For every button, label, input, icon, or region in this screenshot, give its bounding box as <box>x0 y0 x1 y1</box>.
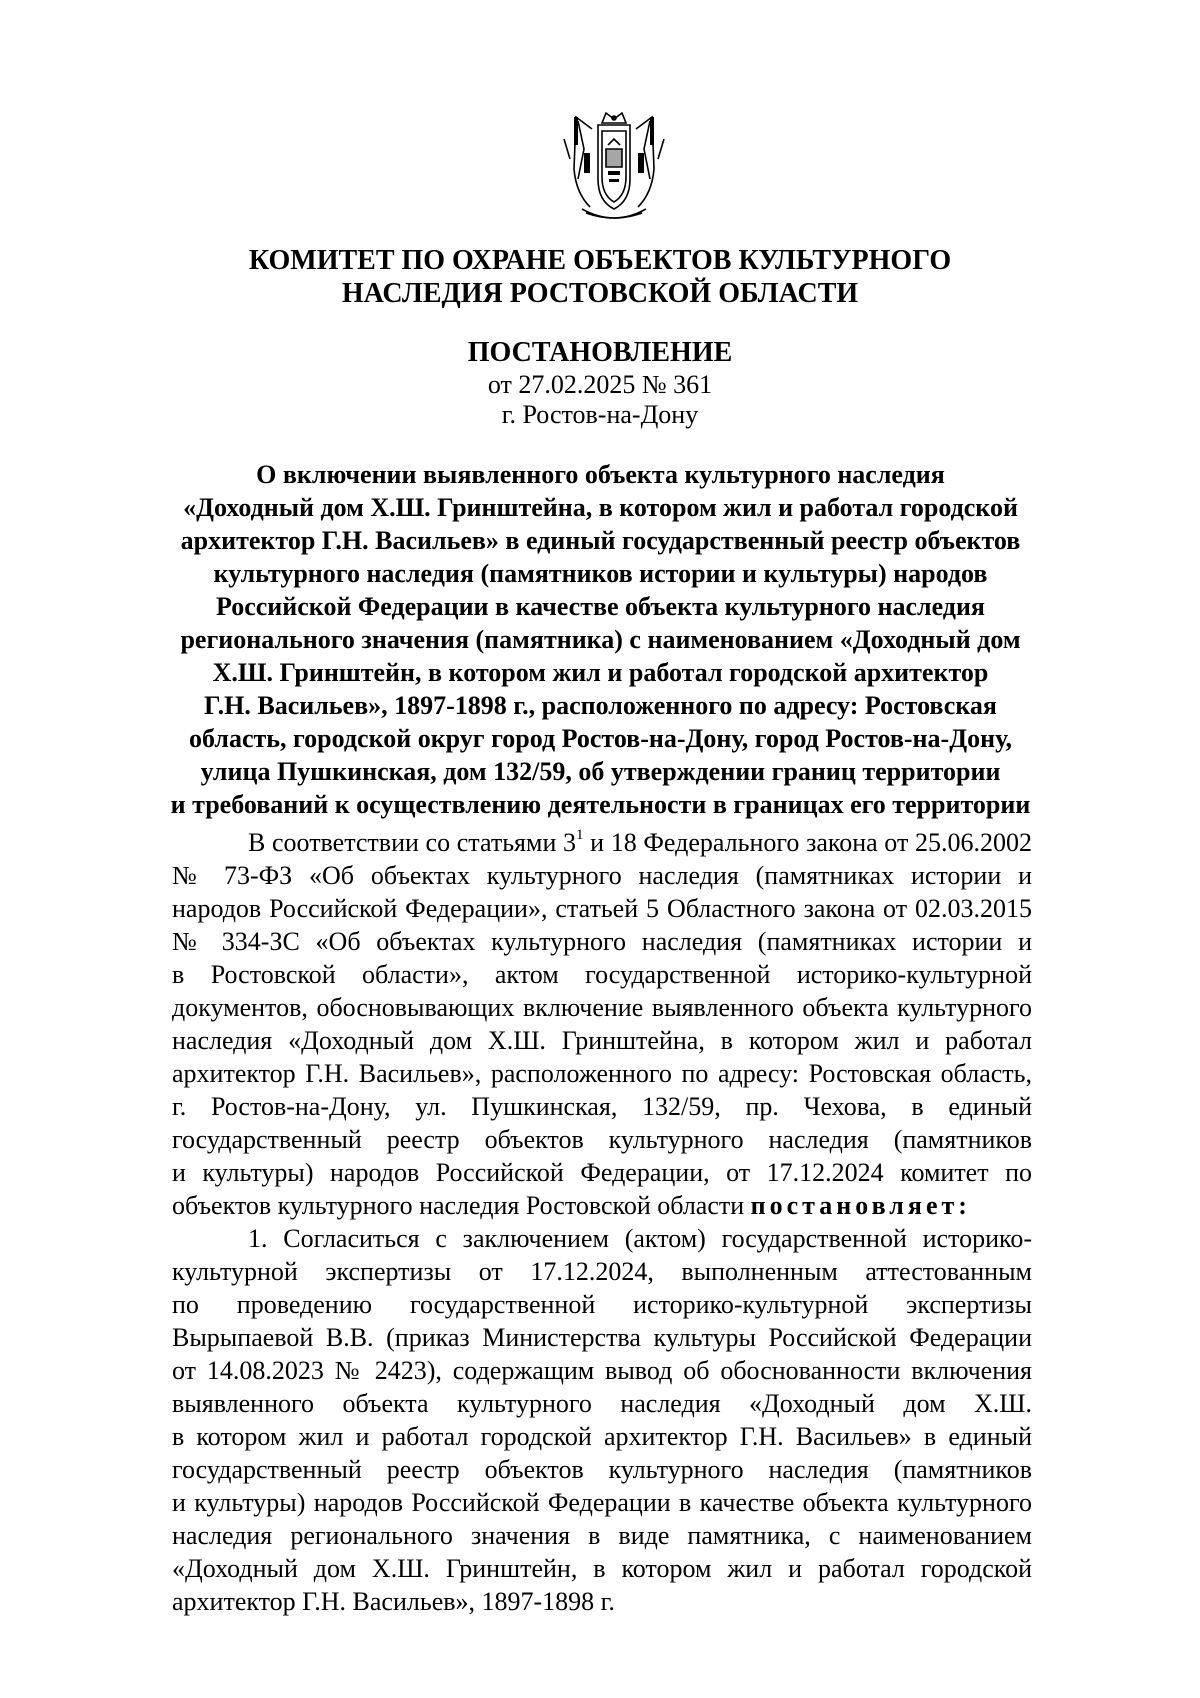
item-1-line: выявленного объекта культурного наследия «Доходный дом Х.Ш. <box>172 1389 1032 1418</box>
document-title <box>168 458 1033 821</box>
preamble-line <box>172 1189 1032 1222</box>
item-1-line: наследия регионального значения в виде памятника, с наименованием <box>172 1521 1032 1550</box>
preamble-line: № 334-ЗС «Об объектах культурного наследия (памятниках истории и <box>172 927 1032 956</box>
decree-word: постановляет: <box>750 1191 971 1220</box>
title-line: Г.Н. Васильев», 1897-1898 г., расположенного по адресу: Ростовская <box>204 691 997 720</box>
title-line: О включении выявленного объекта культурного наследия <box>256 460 945 489</box>
title-line: архитектор Г.Н. Васильев» в единый государственный реестр объектов <box>180 526 1021 555</box>
item-1-line: государственный реестр объектов культурного наследия (памятников <box>172 1455 1032 1484</box>
title-line: и требований к осуществлению деятельности в границах его территории <box>170 790 1031 819</box>
preamble-text: объектов культурного наследия Ростовской области <box>172 1191 751 1220</box>
item-1-line: архитектор Г.Н. Васильев», 1897-1898 г. <box>172 1587 615 1616</box>
item-1-line: «Доходный дом Х.Ш. Гринштейн, в котором жил и работал городской <box>172 1554 1032 1583</box>
document-type: ПОСТАНОВЛЕНИЕ <box>467 337 733 368</box>
item-1-line: культурной экспертизы от 17.12.2024, выполненным аттестованным <box>172 1257 1032 1286</box>
title-line: Х.Ш. Гринштейн, в котором жил и работал городской архитектор <box>212 658 989 687</box>
article-superscript: 1 <box>576 827 584 843</box>
preamble-line: архитектор Г.Н. Васильев», расположенного по адресу: Ростовская область, <box>172 1059 1032 1088</box>
preamble-line <box>172 826 1032 859</box>
title-line: регионального значения (памятника) с наименованием «Доходный дом <box>180 625 1021 654</box>
preamble-line: документов, обосновывающих включение выявленного объекта культурного <box>172 993 1032 1022</box>
title-line: улица Пушкинская, дом 132/59, об утверждении границ территории <box>200 757 1001 786</box>
item-1-line: в котором жил и работал городской архитектор Г.Н. Васильев» в единый <box>172 1422 1032 1451</box>
item-1-line: от 14.08.2023 № 2423), содержащим вывод об обоснованности включения <box>172 1356 1032 1385</box>
organization-name <box>160 244 1040 310</box>
title-line: Российской Федерации в качестве объекта культурного наследия <box>215 592 986 621</box>
preamble-line: наследия «Доходный дом Х.Ш. Гринштейна, в котором жил и работал <box>172 1026 1032 1055</box>
document-city: г. Ростов-на-Дону <box>501 400 699 429</box>
preamble-text: и 18 Федерального закона от 25.06.2002 <box>583 828 1032 857</box>
title-line: область, городской округ город Ростов-на-Дону, город Ростов-на-Дону, <box>189 724 1012 753</box>
title-line: «Доходный дом Х.Ш. Гринштейна, в котором жил и работал городской <box>183 493 1018 522</box>
preamble-line: в Ростовской области», актом государственной историко-культурной <box>172 960 1032 989</box>
preamble-text: В соответствии со статьями 3 <box>248 828 577 857</box>
preamble-line: и культуры) народов Российской Федерации, от 17.12.2024 комитет по <box>172 1158 1032 1187</box>
preamble-line: государственный реестр объектов культурного наследия (памятников <box>172 1125 1032 1154</box>
org-name-line-1: КОМИТЕТ ПО ОХРАНЕ ОБЪЕКТОВ КУЛЬТУРНОГО <box>248 245 952 276</box>
org-name-line-2: НАСЛЕДИЯ РОСТОВСКОЙ ОБЛАСТИ <box>341 278 859 309</box>
preamble-line: № 73-ФЗ «Об объектах культурного наследия (памятниках истории и <box>172 861 1032 890</box>
rostov-oblast-coat-of-arms-icon <box>562 109 666 223</box>
title-line: культурного наследия (памятников истории и культуры) народов <box>213 559 988 588</box>
item-1-line: по проведению государственной историко-культурной экспертизы <box>172 1290 1032 1319</box>
preamble-line: народов Российской Федерации», статьей 5 Областного закона от 02.03.2015 <box>172 894 1032 923</box>
document-date-number: от 27.02.2025 № 361 <box>487 370 713 399</box>
item-1-line: 1. Согласиться с заключением (актом) государственной историко- <box>248 1224 1032 1253</box>
preamble-paragraph <box>172 826 1032 1222</box>
preamble-line: г. Ростов-на-Дону, ул. Пушкинская, 132/59, пр. Чехова, в единый <box>172 1092 1032 1121</box>
item-1-line: и культуры) народов Российской Федерации в качестве объекта культурного <box>172 1488 1032 1517</box>
item-1-line: Вырыпаевой В.В. (приказ Министерства культуры Российской Федерации <box>172 1323 1032 1352</box>
item-1-paragraph <box>172 1222 1032 1618</box>
